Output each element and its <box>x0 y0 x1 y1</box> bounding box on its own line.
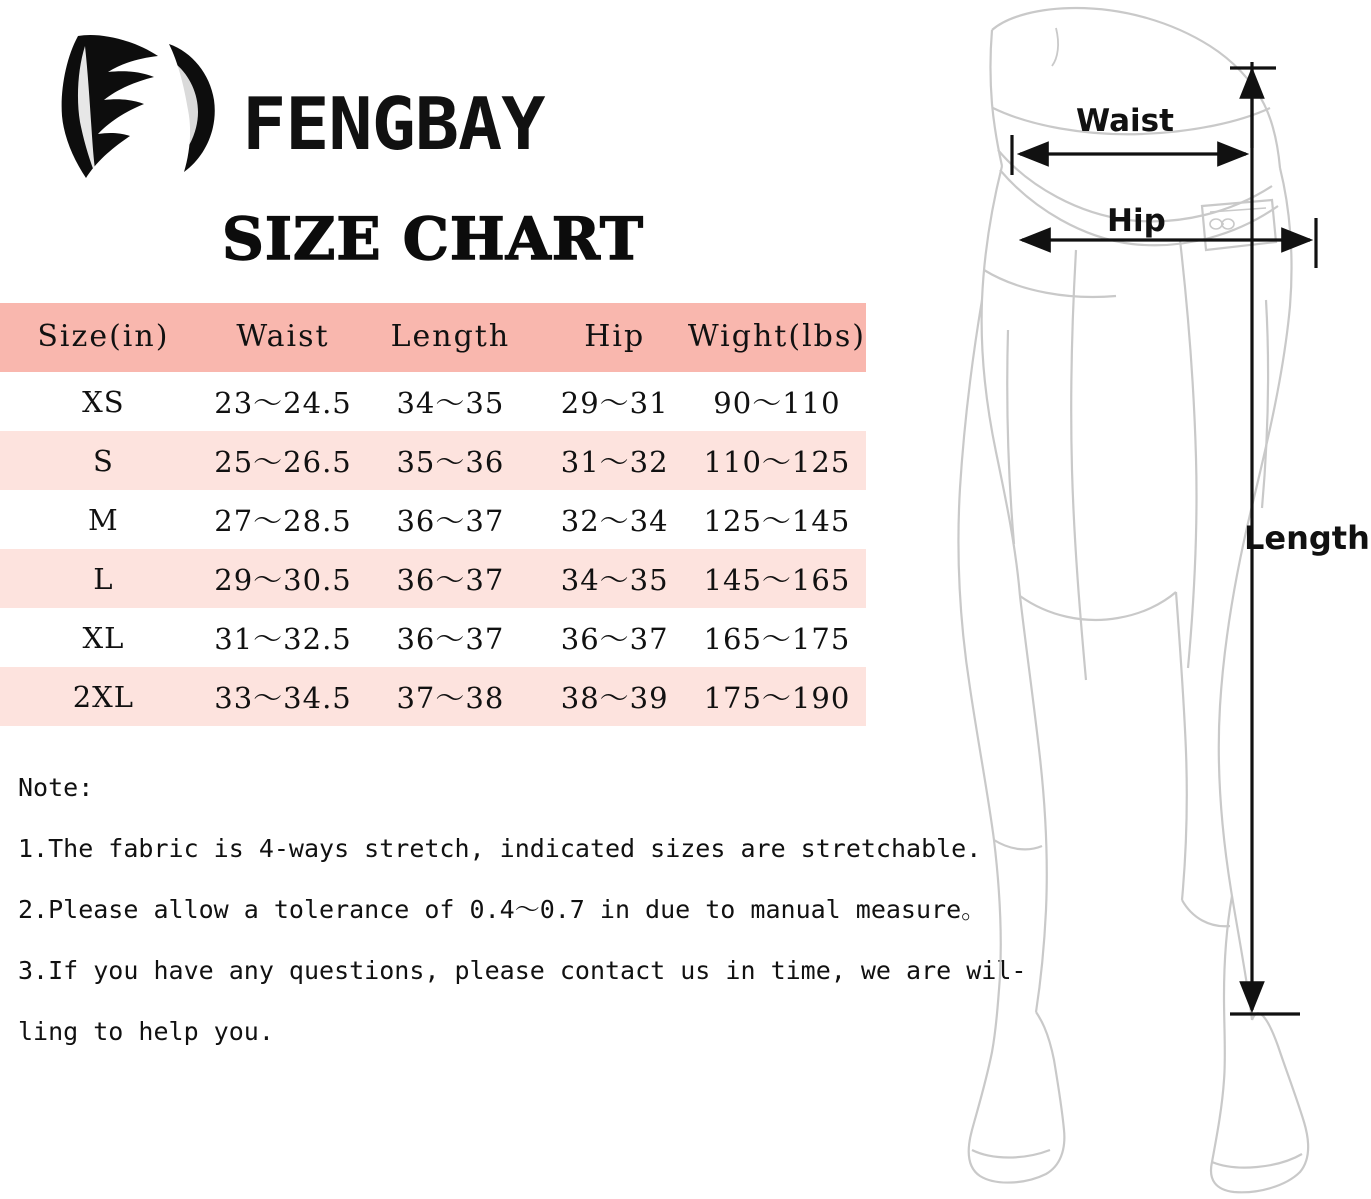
table-row <box>0 431 866 490</box>
cell-hip: 29～31 <box>542 372 688 431</box>
table-row <box>0 667 866 726</box>
column-header-weight: Wight(lbs) <box>688 303 866 372</box>
feather-flame-logo-icon <box>30 30 230 189</box>
cell-size: 2XL <box>0 667 207 726</box>
page-title: SIZE CHART <box>222 205 645 273</box>
waist-label: Waist <box>1076 103 1174 139</box>
cell-waist: 23～24.5 <box>207 372 359 431</box>
cell-hip: 38～39 <box>542 667 688 726</box>
column-header-length: Length <box>359 303 541 372</box>
note-item-2: 2.Please allow a tolerance of 0.4～0.7 in due to manual measure。 <box>18 895 987 924</box>
figure-drawing <box>880 0 1371 1199</box>
note-item-3-continued: ling to help you. <box>18 1017 274 1046</box>
cell-length: 37～38 <box>359 667 541 726</box>
cell-length: 36～37 <box>359 490 541 549</box>
cell-hip: 34～35 <box>542 549 688 608</box>
cell-weight: 110～125 <box>688 431 866 490</box>
cell-weight: 145～165 <box>688 549 866 608</box>
hip-label: Hip <box>1107 203 1166 239</box>
column-header-waist: Waist <box>207 303 359 372</box>
table-row <box>0 549 866 608</box>
table-row <box>0 608 866 667</box>
note-item-3: 3.If you have any questions, please contact us in time, we are wil- <box>18 956 1027 985</box>
cell-weight: 125～145 <box>688 490 866 549</box>
table-header-row <box>0 303 866 372</box>
cell-weight: 175～190 <box>688 667 866 726</box>
cell-size: XL <box>0 608 207 667</box>
table-row <box>0 490 866 549</box>
cell-size: S <box>0 431 207 490</box>
cell-waist: 25～26.5 <box>207 431 359 490</box>
cell-waist: 27～28.5 <box>207 490 359 549</box>
cell-weight: 90～110 <box>688 372 866 431</box>
cell-length: 34～35 <box>359 372 541 431</box>
note-item-1: 1.The fabric is 4-ways stretch, indicated sizes are stretchable. <box>18 834 982 863</box>
leggings-figure-illustration <box>880 0 1371 1199</box>
cell-size: XS <box>0 372 207 431</box>
cell-size: M <box>0 490 207 549</box>
size-chart-table <box>0 303 866 726</box>
column-header-hip: Hip <box>542 303 688 372</box>
cell-hip: 36～37 <box>542 608 688 667</box>
cell-waist: 29～30.5 <box>207 549 359 608</box>
cell-waist: 33～34.5 <box>207 667 359 726</box>
cell-hip: 32～34 <box>542 490 688 549</box>
cell-hip: 31～32 <box>542 431 688 490</box>
cell-size: L <box>0 549 207 608</box>
cell-length: 35～36 <box>359 431 541 490</box>
notes-section <box>18 773 1027 1080</box>
cell-weight: 165～175 <box>688 608 866 667</box>
length-label: Length <box>1244 519 1370 557</box>
brand-logo <box>30 30 710 180</box>
cell-length: 36～37 <box>359 549 541 608</box>
notes-heading: Note: <box>18 773 94 802</box>
cell-waist: 31～32.5 <box>207 608 359 667</box>
column-header-size: Size(in) <box>0 303 207 372</box>
cell-length: 36～37 <box>359 608 541 667</box>
brand-name: FENGBAY <box>242 82 545 166</box>
table-row <box>0 372 866 431</box>
